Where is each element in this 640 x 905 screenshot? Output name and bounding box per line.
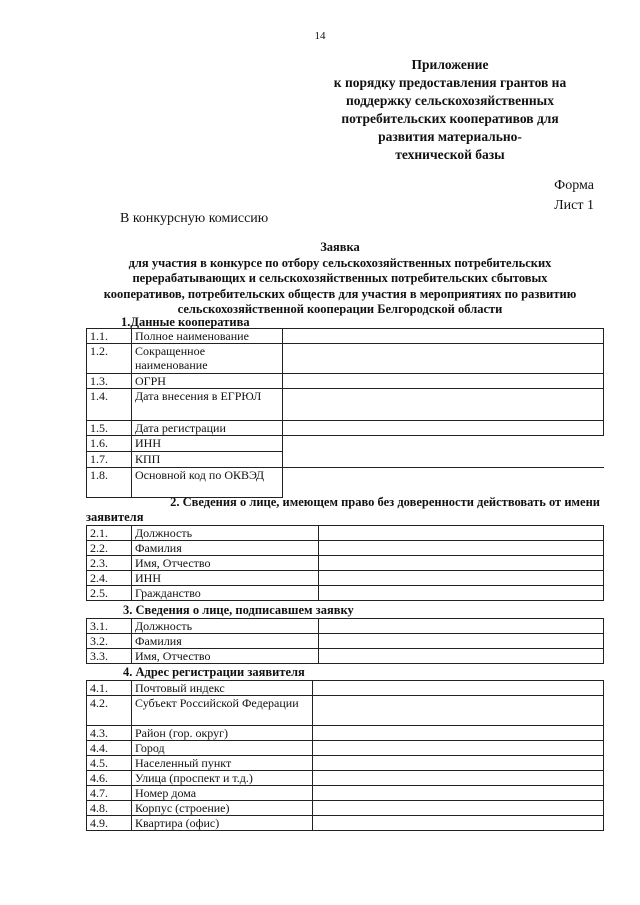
apartment-field[interactable] — [313, 816, 604, 831]
page-number: 14 — [314, 30, 326, 42]
row-number: 3.2. — [87, 634, 132, 649]
table-row — [87, 786, 604, 801]
table-row — [87, 771, 604, 786]
appendix-block — [300, 56, 600, 164]
row-label: Населенный пункт — [132, 756, 313, 771]
appendix-heading: Приложение — [411, 57, 489, 72]
row-number: 4.5. — [87, 756, 132, 771]
row-number: 1.2. — [87, 344, 132, 374]
address-table — [86, 680, 604, 831]
table-row — [87, 649, 604, 664]
row-label: КПП — [132, 452, 283, 468]
okved-field[interactable] — [283, 468, 604, 498]
application-title: Заявка — [320, 240, 360, 254]
table-row — [87, 586, 604, 601]
appendix-line: поддержку сельскохозяйственных — [346, 93, 554, 108]
table-row — [87, 634, 604, 649]
row-label: Улица (проспект и т.д.) — [132, 771, 313, 786]
row-number: 4.9. — [87, 816, 132, 831]
table-row — [87, 726, 604, 741]
row-label-text: Дата внесения в ЕГРЮЛ — [135, 389, 262, 403]
table-row — [87, 526, 604, 541]
row-label: Гражданство — [132, 586, 319, 601]
region-field[interactable] — [313, 696, 604, 726]
row-number: 1.7. — [87, 452, 132, 468]
row-label: ОГРН — [132, 374, 283, 389]
addressee: В конкурсную комиссию — [120, 211, 269, 226]
short-name-field[interactable] — [283, 344, 604, 374]
table-row — [87, 756, 604, 771]
row-number: 1.5. — [87, 421, 132, 436]
table-row — [87, 344, 604, 374]
row-number: 1.8. — [87, 468, 132, 498]
row-label: Почтовый индекс — [132, 681, 313, 696]
row-label: Должность — [132, 619, 319, 634]
row-label: Номер дома — [132, 786, 313, 801]
signer-surname-field[interactable] — [319, 634, 604, 649]
row-number: 2.4. — [87, 571, 132, 586]
ogrn-field[interactable] — [283, 374, 604, 389]
appendix-line: потребительских кооперативов для — [341, 111, 559, 126]
table-row — [87, 571, 604, 586]
section2-title-line: 2. Сведения о лице, имеющем право без доверенности действовать от имени — [170, 495, 600, 509]
row-label: Полное наименование — [132, 329, 283, 344]
form-label-block — [554, 176, 594, 216]
row-number: 1.6. — [87, 436, 132, 452]
row-label-text: Основной код по ОКВЭД — [135, 468, 265, 482]
surname-field[interactable] — [319, 541, 604, 556]
section1-title: 1.Данные кооператива — [121, 315, 250, 329]
row-number: 4.3. — [87, 726, 132, 741]
registration-date-field[interactable] — [283, 421, 604, 436]
row-label: Сокращенное наименование — [132, 344, 283, 374]
row-label: Город — [132, 741, 313, 756]
table-row — [87, 421, 604, 436]
table-row — [87, 468, 604, 498]
row-number: 1.4. — [87, 389, 132, 421]
row-number: 1.3. — [87, 374, 132, 389]
district-field[interactable] — [313, 726, 604, 741]
full-name-field[interactable] — [283, 329, 604, 344]
appendix-line: развития материально- — [378, 129, 522, 144]
row-number: 2.5. — [87, 586, 132, 601]
house-number-field[interactable] — [313, 786, 604, 801]
table-row — [87, 436, 604, 452]
table-row — [87, 541, 604, 556]
citizenship-field[interactable] — [319, 586, 604, 601]
table-row — [87, 801, 604, 816]
row-label: Фамилия — [132, 634, 319, 649]
egrul-date-field[interactable] — [283, 389, 604, 421]
row-number: 4.6. — [87, 771, 132, 786]
section4-title: 4. Адрес регистрации заявителя — [123, 665, 305, 679]
settlement-field[interactable] — [313, 756, 604, 771]
row-label: ИНН — [132, 436, 283, 452]
application-line: сельскохозяйственной кооперации Белгородской области — [177, 302, 503, 316]
table-row — [87, 741, 604, 756]
section3-title: 3. Сведения о лице, подписавшем заявку — [123, 603, 354, 617]
section2-title — [86, 495, 600, 525]
sheet-label: Лист 1 — [554, 198, 594, 213]
row-label: Корпус (строение) — [132, 801, 313, 816]
row-number: 4.2. — [87, 696, 132, 726]
appendix-line: технической базы — [395, 147, 505, 162]
inn-person-field[interactable] — [319, 571, 604, 586]
application-line: кооперативов, потребительских обществ для участия в мероприятиях по развитию — [103, 286, 577, 301]
application-line: перерабатывающих и сельскохозяйственных потребительских сбытовых — [132, 271, 548, 285]
row-number: 4.7. — [87, 786, 132, 801]
row-label: ИНН — [132, 571, 319, 586]
row-label — [132, 389, 283, 421]
position-field[interactable] — [319, 526, 604, 541]
street-field[interactable] — [313, 771, 604, 786]
section2-title-line: заявителя — [86, 510, 144, 524]
table-row — [87, 329, 604, 344]
row-number: 3.1. — [87, 619, 132, 634]
row-label: Квартира (офис) — [132, 816, 313, 831]
postal-code-field[interactable] — [313, 681, 604, 696]
row-number: 2.1. — [87, 526, 132, 541]
name-field[interactable] — [319, 556, 604, 571]
row-label: Имя, Отчество — [132, 649, 319, 664]
signer-table — [86, 618, 604, 664]
row-label — [132, 468, 283, 498]
row-number: 4.4. — [87, 741, 132, 756]
row-number: 3.3. — [87, 649, 132, 664]
row-label: Дата регистрации — [132, 421, 283, 436]
row-label: Фамилия — [132, 541, 319, 556]
building-field[interactable] — [313, 801, 604, 816]
cooperative-data-table — [86, 328, 604, 498]
row-label: Имя, Отчество — [132, 556, 319, 571]
appendix-line: к порядку предоставления грантов на — [333, 75, 567, 90]
row-number: 2.3. — [87, 556, 132, 571]
table-row — [87, 389, 604, 421]
application-title-block — [60, 240, 620, 318]
table-row — [87, 816, 604, 831]
table-row — [87, 374, 604, 389]
signer-position-field[interactable] — [319, 619, 604, 634]
table-row — [87, 619, 604, 634]
row-number: 2.2. — [87, 541, 132, 556]
applicant-person-table — [86, 525, 604, 601]
row-number: 1.1. — [87, 329, 132, 344]
table-row — [87, 696, 604, 726]
form-label: Форма — [554, 178, 594, 193]
row-label: Район (гор. округ) — [132, 726, 313, 741]
city-field[interactable] — [313, 741, 604, 756]
row-label: Субъект Российской Федерации — [132, 696, 313, 726]
table-row — [87, 452, 604, 468]
inn-field[interactable] — [283, 436, 604, 452]
row-label: Должность — [132, 526, 319, 541]
row-number: 4.1. — [87, 681, 132, 696]
row-number: 4.8. — [87, 801, 132, 816]
kpp-field[interactable] — [283, 452, 604, 468]
table-row — [87, 556, 604, 571]
application-line: для участия в конкурсе по отбору сельскохозяйственных потребительских — [128, 255, 552, 270]
signer-name-field[interactable] — [319, 649, 604, 664]
table-row — [87, 681, 604, 696]
